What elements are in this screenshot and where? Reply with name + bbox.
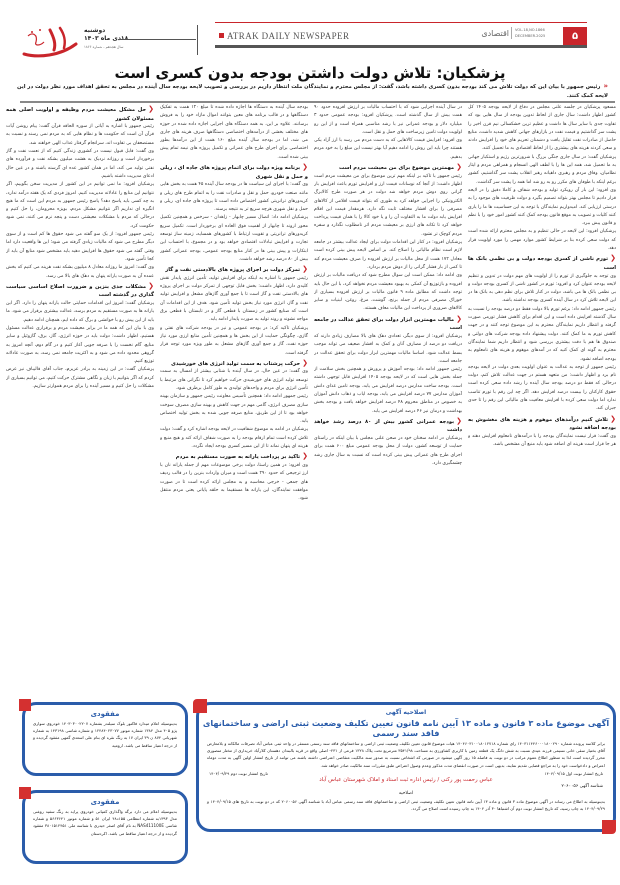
chevron-left-icon: ❮ [456, 416, 462, 425]
english-date: DECEMBER.2025 [515, 34, 546, 38]
ad-corner-decoration [19, 787, 31, 799]
atrak-logo-icon [20, 24, 80, 58]
chevron-left-icon: ❮ [610, 254, 616, 263]
article-subheading [468, 254, 616, 272]
article-paragraph: رئیس جمهور از توجه به عدالت به عنوان اولویت بعدی دولت در لایحه بودجه نام برد و اظهار داشت: من متعهد هستم در جهت عدالت تلاش کنم، دولت درحالی که فقط دو درصد بودجه سال آینده را رشد داده سعی کرده است حقوق کارکنان را بیست درصد افزایش دهد. اگر چه این رقم با تورم تناسب ندارد اما دولت سعی کرده با افزایش معافیت های مالیاتی این رقم را تا حدی جبران کند. [468, 364, 616, 412]
article-paragraph: وی توجه به جلوگیری از تورم را از اولویت های مهم دولت در تدوین و تنظیم لایحه بودجه عنوان کرد و افزود: تورم در کشور ناشی از کسری بودجه دولت و بی نظمی بانک ها می باشد، دولت در کنار تلاش برای نظم دهی به بانک ها در این لایحه تلاش کرد در سال آینده کسری بودجه نداشته باشد. [468, 273, 616, 304]
article-paragraph: پزشکیان افزود: این لایحه در حالی تنظیم و به مجلس محترم ارائه شده است که دولت سعی کرده بنا بر شرایط کشور موارد مهمی را مورد اولویت قرار دهد. [468, 229, 616, 252]
volume-box [511, 27, 561, 39]
notice-ad [196, 702, 616, 832]
chevron-left-icon: ❮ [456, 163, 462, 172]
subheading-text: تمرکز دولت بر اجرای پروژه های بالادستی نفت و گاز [165, 267, 301, 274]
article-paragraph: رئیس جمهور با اشاره به اینکه برای افزایش تولید، تأمین انرژی پایدار نقش کلیدی دارد، اظهار داشت: بخش قابل توجهی از تمرکز دولت بر اجرای پروژه های بالادستی نفت و گاز است تا با جمع آوری گازهای مشعل و افزایش تولید نفت و گاز، انرژی مورد نیاز بخش تولید تأمین شود. هدف از این اقدامات آن است که صنایع کشور در زمستان با قطعی گاز و در تابستان با قطعی برق مواجه نشوند و روند تولید به صورت پایدار ادامه یابد. [160, 275, 308, 323]
article-subheading [160, 452, 308, 462]
article-subheading [160, 163, 308, 181]
masthead-rule [215, 45, 587, 48]
paper-name-text: ATRAK DAILY NEWSPAPER [227, 31, 350, 41]
section-name: اقتصادی [481, 29, 509, 38]
chevron-left-icon: ❮ [302, 163, 308, 172]
article-paragraph: رئیس جمهور ادامه داد: بودجه آموزش و پرورش و همچنین بخش سلامت از جمله بخش هایی است که در لایحه بودجه ۱۴۰۵ افزایش قابل توجهی داشته است. بودجه ساخت مدارس درصد افزایش می یابد، بودجه تامین غذای دانش آموزان مدارس ۷۷ درصد افزایش می یابد، بودجه ایاب و ذهاب دانش آموزان به خصوص در مناطق محروم ۴۸ درصد افزایش خواهد یافت و بودجه بخش بهداشت و درمان نیز ۴۶ درصد افزایش می یابد. [314, 367, 462, 414]
article-paragraph: پزشکیان در ادامه به موضوع شفافیت در لایحه بودجه اشاره کرد و گفت: دولت تلاش کرده است تمام ارقام بودجه را به صورت شفاف ارائه کند و هیچ منبع و هزینه ای پنهان نماند تا از این مسیر کسری بودجه ایجاد نگردد. [160, 427, 308, 450]
article-lead [8, 82, 608, 101]
article-paragraph: رئیس جمهور با تاکید بر اینکه مهم ترین موضوع برای من معیشت مردم است اظهار داشت: از آنجا که نوسانات قیمت ارز و افزایش تورم باعث افزایش بار گرانی روی دوش مردم خواهد شد دولت در هر صورت طرح کالابرگ الکترونیکی را اجرایی خواهد کرد به طوری که بتواند قیمت اقلامی از کالاهای مصرفی را برای اقشار مختلف ثابت نگه دارد. هرمقدار قیمت این اقلام افزایش یابد دولت ما به التفاوت آن را و یا خود کالا را با همان قیمت پرداخت خواهد کرد تا تکانه های ارزی بر معیشت مردم اثر نامطلوب نگذارد و سفره مردم کوچک تر نشود. [314, 173, 462, 237]
lost-notice-ad [22, 790, 188, 864]
newspaper-logo [20, 24, 80, 58]
article-paragraph: وی گفت: قابل قبول نیست در کشوری زندگی کنیم که از نعمت نفت و گاز برخوردار است و روزانه نزدیک به هشت میلیون بشکه نفت و فرآورده های نفتی تولید می کند، اما در همان کشور عده ای گرسنه باشند و در عین حال ادعای مدیریت داشته باشیم. [6, 149, 154, 179]
page-number: ۵ [563, 27, 587, 47]
paper-name [219, 31, 349, 41]
notice-dates [199, 771, 613, 776]
article-paragraph: پزشکیان گفت: در این زمینه به برادر عزیزم، جناب آقای قالیباف نیز عرض کردم که اگر بتوانیم با زبان و نگاهی مشترک حرکت کنیم، می توانیم بسیاری از مشکلات را حل کنیم و مسیر آینده را برای مردم هموارتر سازیم. [6, 367, 154, 389]
volume-number: VOL.18,NO.1866 [515, 28, 545, 32]
subheading-text: تلاش کنیم درآمدهای موهوم و هزینه های مغشوش به بودجه اضافه نشود [468, 416, 616, 432]
subheading-text: حرکت پرشتاب به سمت تولید انرژی های خورشیدی [171, 360, 301, 367]
notice-id: شناسه آگهی ۲۰۶۰۰۵۶ [561, 783, 603, 789]
article-paragraph: پزشکیان تاکید کرد: در بودجه عمومی و نیز در بودجه شرکت های نفتی و گازی، چگونگی حمایت از این بخش ها و همچنین تأمین منابع ارزی مورد نیاز حوزه نفت، گاز و جمع آوری گازهای مشعل به طور ویژه مورد توجه قرار گرفته است. [160, 325, 308, 356]
article-headline: پزشکیان: تلاش دولت داشتن بودجه بدون کسری است [114, 64, 506, 82]
article-column [6, 104, 154, 688]
article-paragraph: وی ادامه داد: ممکن است این سوال مطرح شود که دریافت مالیات بر ارزش افزوده و بازتوزیع آن کمکی به بهبود معیشت مردم نخواهد کرد، با این حال باید توجه داشت که مطابق ماده ۹ قانون مالیات بر ارزش افزوده بسیاری از خوراک مصرفی مردم از جمله برنج، گوشت، مرغ، روغن، لبنیات و سایر کالاهای ضروری از پرداخت این مالیات معاف هستند. [314, 273, 462, 312]
article-subheading [6, 105, 154, 123]
subheading-text: بودجه عمرانی کشور بیش از ۸۰ درصد رشد خواهد داشت [314, 418, 462, 434]
article-paragraph: پزشکیان افزود: در کنار این اقدامات دولت برای ایجاد عدالت بیشتر در جامعه لازم است نظام مالیاتی را اصلاح کند. بر اساس لایحه پیش بینی کرده است معادل ۱۷۲ همت از محل مالیات بر ارزش افزوده را صرف معیشت مردم کند تا کمی از بار فشار گرانی را از دوش مردم بردارد. [314, 240, 462, 270]
notice-signature: عباس رحمت پور رکنی / رئیس اداره ثبت اسناد و املاک شهرستان عباس آباد [319, 776, 493, 783]
red-square-icon [219, 33, 224, 38]
article-paragraph: وی با بیان این که همه ما در برابر معیشت مردم و برقراری عدالت مسئول هستیم، اظهار داشت: دولت باید در حوزه انرژی، گاز، برق، گازوئیل و سایر منابع، گام نخست را با صرفه جویی آغاز کنیم و در گام دوم، آنچه امروز به گروهی محدود داده می شود و به اکثریت جامعه نمی رسد، به صورت عادلانه توزیع کنیم. [6, 325, 154, 365]
article-paragraph: مسعود پزشکیان در جلسه علنی مجلس در دفاع از لایحه بودجه ۱۴۰۵ کل کشور اظهار داشت: سال جاری از لحاظ تدوین بودجه از سال هایی بود که تفاوت جدی با سایر سال ها داشت و عظیم ترین خشکسالی نیم قرن اخیر را پشت سر گذاشتیم و قیمت نفت در بازارهای جهانی کاهش شدید داشت، منابع حاصل از صادرات نفت تقلیل یافت و دشمنان تحریم های خود را افزایش دادند و سعی کردند هزینه های بیشتری را از لحاظ اقتصادی به ما تحمیل کنند. [468, 105, 616, 152]
lost-notice-title: مفقودی [90, 798, 120, 806]
chevron-left-icon: ❮ [302, 265, 308, 274]
notice-body: برابر کلاسه پرونده شماره ۱۴۰۳۱۱۴۴۶۰۰۰۱۸۰۰۲۹۰ رای شماره ۱۴۰۴۶۰۳۱۰۰۱۸۰۱۲۷۱۸ هیات موضوع قانون تعیین تکلیف وضعیت ثبتی اراضی و ساختمانهای فاقد سند رسمی مستقر در واحد ثبتی عباس آباد تصرفات مالکانه و بلامعارض آقای بختیار سقی خانی نسیمی فرزند عیدی نسبت به شش دانگ یک قطعه زمین با کاربری کشاورزی به مساحت ۳۵۴۱/۹۸ مترمربع تحت پلاک ۱۳۲۸ فرعی از ۲۳۱- اصلی واقع در قریه بالبندان دهستان کلارآباد خریداری از مختار منصوری محرز گردیده است لذا به منظور اطلاع عموم مراتب در دو نوبت به فاصله ۱۵ روز آگهی میشود در صورتی که اشخاص نسبت به صدور سند مالکیت متقاضی اعتراضی داشته باشند می توانند از تاریخ انتشار اولین آگهی به مدت دوماه اعتراض و دادخواست خود را به مراجع قضایی تقدیم نمایند. بدیهی است در صورت انقضای مدت مذکور وعدم وصول اعتراض طبق مقررات سند مالکیت صادر خواهد شد. [207, 741, 605, 768]
ad-corner-decoration [193, 699, 207, 713]
article-paragraph: وی افزود: در همین راستا، دولت برخی موضوعات مهم از جمله یارانه نان با ارز ترجیحی که حدود ۲۹۰ همت است و میزان واردات بنزین را در قالب ردیف های جمعی - خرجی محاسبه و به مجلس ارائه کرده است تا در صورت موافقت نمایندگان، این یارانه ها مستقیما به حلقه پایانی یعنی مردم منتقل شود. [160, 462, 308, 502]
article-paragraph: رئیس جمهور افزود: از یک سو گفته می شود حقوق ها کم است و از سوی دیگر مطرح می شود که مالیات زیادی گرفته می شود؛ این ها واقعیت دارد اما وقتی گفته می شود حقوق ها افزایش دهید باید مشخص شود منابع آن باید از کجا تأمین شود. [6, 232, 154, 262]
article-paragraph: پزشکیان در ادامه سخنان خود در صحن علنی مجلس با بیان اینکه در راستای حمایت از توسعه کشور، دولت از محل بودجه عمومی مبلغ ۶۰۰ همت برای اجرای طرح های عمرانی پیش بینی کرده است که نسبت به سال جاری رشد چشمگیری دارد. [314, 436, 462, 466]
ad-corner-decoration [602, 820, 616, 834]
article-column [468, 104, 616, 688]
article-paragraph: وی افزود: افزایش قیمت کالاهایی که به دست مردم می رسد با ارز آزاد یکی هستند چرا باید این روش را ادامه دهیم آیا بهتر نیست این مبلغ را به خود مردم بدهیم. [314, 138, 462, 160]
double-chevron-icon: « [603, 82, 608, 90]
chevron-left-icon: ❮ [148, 105, 154, 113]
subheading-text: مشکلات جدی بنزین و ضرورت اصلاح اساسی سیاست گذاری در گذشته است [6, 283, 154, 299]
article-subheading [314, 417, 462, 435]
article-paragraph: پزشکیان ادامه داد: اتصال مسیر چابهار - زاهدان - سرخس و همچنین تکمیل محور اروند تا چابهار از اهمیت فوق العاده ای برخوردار است. تکمیل سریع کریدورهای ترانزیتی و تقویت ارتباط با کشورهای همسایه، زمینه ساز توسعه تجارت و افزایش تبادلات اقتصادی خواهد بود و در مجموع، با احتساب این ابتکارات و پیش بینی ها در کنار منابع بودجه عمومی، بودجه عمرانی کشور بیش از ۸۰ درصد رشد خواهد داشت. [160, 215, 308, 262]
article-subheading [314, 163, 462, 173]
chevron-left-icon: ❮ [302, 358, 308, 367]
lead-text: رئیس جمهور با بیان این که دولت تلاش می کند بودجه بدون کسری داشته باشد، گفت: از مجلس محترم و نمایندگان ملت انتظار داریم در بررسی و تصویب لایحه بودجه سال آینده در مجلس به تحقق اهداف مورد نظر دولت در این لایحه کمک کنند. [16, 84, 608, 99]
article-paragraph: وی گفت: در عین حال، در سال آینده با شتابی بیشتر از امسال به سمت توسعه تولید انرژی های خورشیدی حرکت خواهیم کرد تا نگرانی های مرتبط با تأمین انرژی برای مردم و واحدهای تولیدی به طور کامل برطرف شود. [160, 369, 308, 391]
article-paragraph: رئیس جمهور با اشاره به آیاتی از سوره الحاقه قرآن گفت: پیام روشن آیات قرآن آن است که حکومت ها و نظام هایی که به مردم نمی رسند و نسبت به مستضعفان بی تفاوت اند، سرانجام گرفتار عذاب الهی خواهند شد. [6, 124, 154, 146]
ad-corner-decoration [19, 699, 31, 711]
lead-divider [20, 101, 615, 103]
article-paragraph: رئیس جمهور ادامه داد: همچنین تأسیس معاونت رئیس جمهور و سازمان بهینه سازی مصرف انرژی، گامی مهم در جهت کاهش و بهینه سازی مصرف سوخت خواهد بود تا از این طریق، منابع صرفه جویی شده به بخش تولید اختصاص یابد. [160, 394, 308, 425]
lost-notice-ad [22, 702, 188, 776]
issue-date-box [80, 25, 198, 55]
article-paragraph: وی افزود: این بار آن رویکرد تولید و بودجه شفاف و کاملا دقیق را در لایحه قرار دادیم تا مجلس بهتر بتواند تصمیم بگیرد و دولت ظرفیت های موجود را به درستی ارزیابی کند. امیدواریم نمایندگان با توجه به این حساسیت ها ما را یاری کنند کلیات و تصویب به موقع قانون بودجه کمک کنند کشور امور خود را با نظم و قانون پیش ببرد. [468, 187, 616, 227]
article-paragraph: پزشکیان گفت: امروز این اقدامات حمایتی حالت یارانه پنهان را دارد. اگر این یارانه ها به صورت مستقیم به مردم برسد، عدالت بیشتری برقرار می شود. ما باید از این پیش رو با خوانشی و برگ که داده ایم، همچنان ادامه دهیم. [6, 301, 154, 323]
correction-body: بدینوسیله به اطلاع می رساند در آگهی موضوع ماده ۳ قانون و ماده ۱۳ آیین نامه قانون تعیین تکلیف وضعیت ثبتی اراضی و ساختمانهای فاقد سند رسمی عباس آباد با شناسه آگهی ۲۰۶۰۰۵۶ که در دو نوبت به تاریخ های ۱۴۰۴/۰۹/۱۵ و ۱۴۰۴/۰۹/۲۹ به چاپ رسید، که تاریخ انتشار نوبت دوم آن اشتباها ۳۰ آذر ۱۴۰۴ به چاپ رسیده است اصلاح می گردد. [207, 798, 606, 812]
chevron-left-icon: ❮ [148, 281, 154, 290]
article-paragraph: پزشکیان گفت: در سال جاری جنگی بزرگ با شرورترین رژیم و استکبار جهانی به ما تحمیل شد، همه این ها را با لطف الهی انسجام و همراهی مردم و ایثار نظامیان، وفاق مردم و رهبری داهیانه رهبر انقلاب پشت سر گذاشتیم، کشور برغم اینکه با طوفان های مکرر رو به رو شد اما همه را پشت سر گذاشت. [468, 154, 616, 185]
issue-number: سال هجدهم - شماره ۱۸۶۶ [84, 45, 124, 49]
subheading-text: تورم ناشی از کسری بودجه دولت و بی نظمی بانک ها است [468, 256, 616, 271]
article-paragraph: در سال آینده اجرایی شود که با احتساب مالیات بر ارزش افزوده حدود ۹۰ همت بیش از سال گذشته است. پزشکیان افزود: بودجه عمومی حدود ۳ میلیارد دلار و بودجه عمرانی نیز با رشد مناسبی همراه است و از این رو اولویت دولت تامین زیرساخت های حمل و نقل است. [314, 105, 462, 135]
article-paragraph: وی گفت: با اجرای این سیاست ها در بودجه سال آینده ۴۵ همت به بخش هایی مانند صنعت خودرو، حمل و نقل و صادرات نفت را به اتمام طرح های ریلی و کریدورهای ترانزیتی کشور اختصاص داده است تا پروژه های جاده ای، ریلی و حمل و نقل شهری هرچه سریع تر به نتیجه برسند. [160, 182, 308, 213]
article-paragraph: وی گفت: قرار نیست نمایندگان بودجه را با درآمدهای نامعلوم افزایش دهند و هر جا قرار است هزینه ای اضافه شود باید منبع آن مشخص باشد. [468, 433, 616, 448]
article-column [160, 104, 308, 688]
subheading-text: حل مشکل معیشت مردم وظیفه و اولویت اصلی همه مسئولان کشور [6, 107, 154, 122]
subheading-text: برنامه ویژه دولت برای اتمام پروژه های جاده ای ، ریلی و حمل و نقل شهری [160, 165, 308, 180]
correction-title: اصلاحیه [398, 790, 414, 796]
article-subheading [468, 415, 616, 433]
article-subheading [6, 282, 154, 300]
issue-date: ۱۸دی ماه ۱۴۰۳ [84, 35, 129, 42]
notice-subtitle: آگهی موضوع ماده ۳ قانون و ماده ۱۳ آیین نامه قانون تعیین تکلیف وضعیت ثبتی اراضی و ساختمانهای فاقد سند رسمی [202, 718, 610, 738]
subheading-text: تاکید بر پرداخت یارانه به صورت مستقیم به مردم [175, 454, 301, 461]
article-columns [4, 104, 616, 688]
date-divider [118, 39, 196, 40]
chevron-left-icon: ❮ [456, 314, 462, 323]
chevron-left-icon: ❮ [302, 452, 308, 461]
subheading-text: مهمترین موضوع برای من معیشت مردم است [339, 165, 455, 172]
article-subheading [314, 315, 462, 333]
lost-notice-body: بدینوسیله اعلام می دارد برگه واگذاری کمپانی خودروی پراید به رنگ سفید روغنی مدل ۱۳۹۳به شماره انتظامی ۱۵۵د۴۸ ایران ۵۱ و شماره موتور ۵۶۶۳۶۴۱ و شماره شاسی NAS411100E به نام آقای اصغر حیدری با شناسه ملی ۳۸۰۱۵۱۲۴۵۱ مفقود گردیده و از درجه اعتبار ساقط می باشد. اکردستان [33, 809, 177, 836]
masthead [0, 18, 620, 58]
article-paragraph: بودجه سال آینده به دستگاه ها اجازه داده شده تا مبلغ ۱۲۰ همت به تفکیک دستگاهها و در قالب برنامه های معین بتوانند اموال مازاد خود را به فروش برسانند. علاوه بر این، به همه دستگاه های اجرایی اجازه داده شده در حوزه های مختلف بخشی از درآمدهای اختصاصی دستگاهها صرف هزینه های جاری می شد، اما در بودجه سال آینده مبلغ ۱۶۰ همت از این درآمدها بطور اختصاصی برای اجرای طرح های عمرانی و تکمیل پروژه های نیمه تمام پیش بینی شده است. [160, 105, 308, 160]
lost-notice-body: بدینوسیله اعلام میدارد فاکتور بلوک سیلندر بشماره ۱۴۰۳۰۳۰۰۲۲۰۷ خودروی سواری پژو ۴۰۵ مدل ۱۳۸۴ شماره موتور ۱۲۴۸۴۰۲۳۰۷۷ و شماره شاسی ۱۴۳۱۹۸ به شماره شهربانی ۸۷۴ ن ۳۹ ایران ۱۷ به رنگ نقره ای بنام علی اسعدی گمهی مفقود گردیده و از درجه اعتبار ساقط می باشد. ارومیه [33, 721, 177, 748]
article-column [314, 104, 462, 688]
chevron-left-icon: ❮ [610, 414, 616, 423]
article-paragraph: رئیس جمهور ادامه داد: برغم تورم بالا دولت فقط دو درصد بودجه را نسبت به سال گذشته افزایش داده است و این اقدام برای کاهش فشار تورمی صورت گرفته و انتظار داریم نمایندگان محترم به این موضوع توجه کنند و در جهت کاهش تورم به ما کمک کنند. دولت پیشنهاد داده بودجه شرکت های دولتی و صندوق ها هم با دقت بیشتری بررسی شود و انتظار داریم شما نمایندگان محترم به گونه ای کمک کنید که در آمدهای موهوم و هزینه های نامعلوم به بودجه اضافه نشود. [468, 306, 616, 362]
article-paragraph: پزشکیان افزود: ما نمی توانیم در این کشور از مدیریت سخن بگوییم، اگر نتوانیم این منابع را عادلانه مدیریت کنیم. امروز فردی که یک هفته درآمد ندارد، به چه کسی باید پاسخ دهد؟ پاسخ رئیس جمهور به مردم این است که ما هیچ انگیزه ای نداریم اگر نتوانیم مشکل مردم، بویژه محرومان، را حل کنیم و درحالی که مردم با مشکلات معیشتی دست و پنجه نرم می کنند، نمی شود حکومت کرد. [6, 182, 154, 229]
subheading-text: مالیات مهمترین ابزار دولت برای تحقق عدالت در جامعه است [314, 316, 462, 332]
paper-bar [215, 22, 587, 50]
lost-notice-title: مفقودی [90, 710, 120, 718]
article-paragraph: وی گفت: امروز ما روزانه معادل ۸ میلیون بشکه نفت هزینه می کنیم که بخش عمده آن به صورت یارانه پنهان به دهک های بالا می رسد. [6, 265, 154, 279]
day-name: دوشنبه [84, 27, 106, 34]
date-first: تاریخ انتشار نوبت اول ۱۴۰۴/۰۹/۱۵ [544, 770, 603, 776]
notice-title: اصلاحیه آگهی [385, 709, 427, 716]
article-subheading [160, 265, 308, 275]
article-subheading [160, 359, 308, 369]
date-second: تاریخ انتشار نوبت دوم ۱۴۰۴/۰۹/۲۹ [209, 770, 268, 776]
article-paragraph: پزشکیان افزود: از سوی دیگر، تعدادی دهک های بالا مصارف زیادی دارند که دریافت دو درصد از مصارف آنان و کمک به اقشار ضعیف می تواند موجب بسط عدالت شود. اساسا مالیات مهمترین ابزار دولت برای تحقق عدالت در جامعه است. [314, 333, 462, 364]
